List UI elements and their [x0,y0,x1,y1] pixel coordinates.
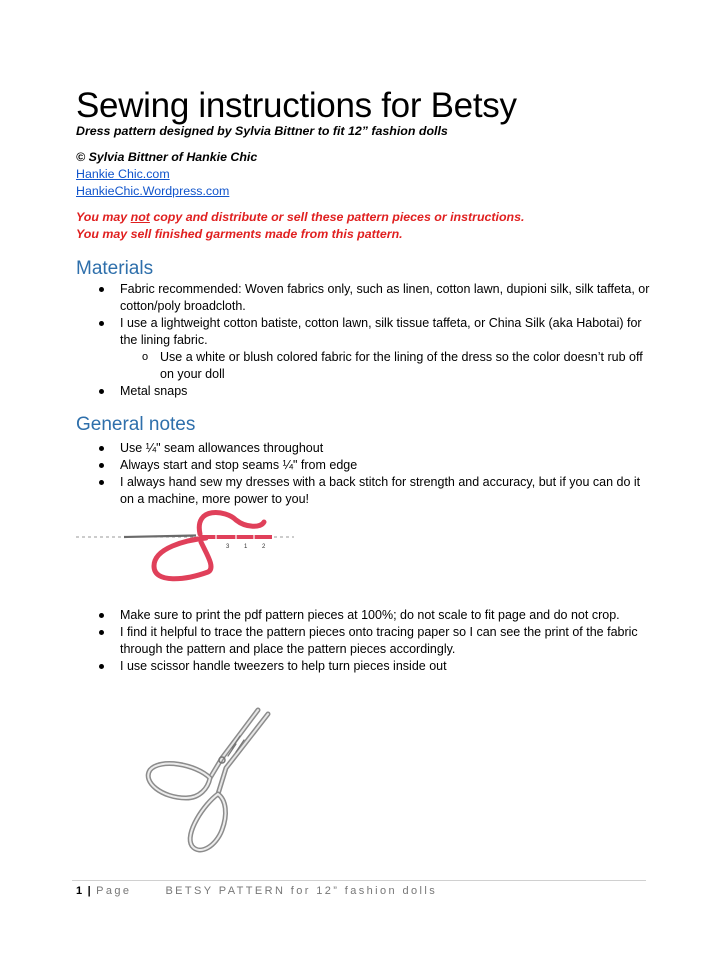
page-number: 1 [76,885,83,897]
stitch-label: 3 [226,544,230,550]
stitch-label: 2 [262,544,266,550]
bullet-icon [99,630,104,635]
materials-heading: Materials [76,258,154,279]
footer-separator: | [87,885,91,897]
page-footer [76,885,437,897]
materials-list [96,281,656,400]
page-label: Page [96,885,132,897]
bullet-icon [99,480,104,485]
warning-line-2: You may sell finished garments made from this pattern. [76,227,403,241]
list-item: I use a lightweight cotton batiste, cotton lawn, silk tissue taffeta, or China Silk (aka Habotai) for the lining fabric. o Use a white or blush colored fabric for the lining of the dress so the color doesn’t rub off on your doll [96,315,656,383]
sub-bullet-icon: o [142,351,149,363]
warning-line-1: You may not copy and distribute or sell these pattern pieces or instructions. [76,210,525,224]
footer-pattern-text: PATTERN for 12” fashion dolls [218,885,438,897]
list-item: Fabric recommended: Woven fabrics only, such as linen, cotton lawn, dupioni silk, silk taffeta, or cotton/poly broadcloth. [96,281,656,315]
list-item: Make sure to print the pdf pattern pieces at 100%; do not scale to fit page and do not crop. [96,607,656,624]
materials-sublist [120,349,656,383]
bullet-icon [99,287,104,292]
copyright: © Sylvia Bittner of Hankie Chic [76,150,258,164]
bullet-icon [99,446,104,451]
bullet-icon [99,321,104,326]
footer-betsy: BETSY [165,885,214,897]
bullet-icon [99,664,104,669]
link-hankie-chic[interactable]: Hankie Chic.com [76,167,170,181]
footer-divider [72,880,646,881]
back-stitch-illustration [76,508,296,588]
general-notes-heading: General notes [76,414,196,435]
list-item: I always hand sew my dresses with a back stitch for strength and accuracy, but if you can do it on a machine, more power to you! [96,474,656,508]
general-notes-list-2 [96,607,656,675]
general-notes-list [96,440,656,508]
warning-emphasis: not [130,210,150,224]
list-item: I find it helpful to trace the pattern pieces onto tracing paper so I can see the print of the fabric through the pattern and place the pattern pieces accordingly. [96,624,656,658]
bullet-icon [99,463,104,468]
link-wordpress[interactable]: HankieChic.Wordpress.com [76,184,230,198]
stitch-label: 1 [244,544,248,550]
list-item: o Use a white or blush colored fabric for the lining of the dress so the color doesn’t rub off on your doll [142,350,643,381]
list-item: Metal snaps [96,383,656,400]
subtitle: Dress pattern designed by Sylvia Bittner to fit 12” fashion dolls [76,124,448,138]
list-item: Always start and stop seams ¼" from edge [96,457,656,474]
list-item: Use ¼" seam allowances throughout [96,440,656,457]
bullet-icon [99,613,104,618]
bullet-icon [99,389,104,394]
scissor-tweezers-image [140,706,280,858]
page-title: Sewing instructions for Betsy [76,86,517,125]
list-item: I use scissor handle tweezers to help turn pieces inside out [96,658,656,675]
